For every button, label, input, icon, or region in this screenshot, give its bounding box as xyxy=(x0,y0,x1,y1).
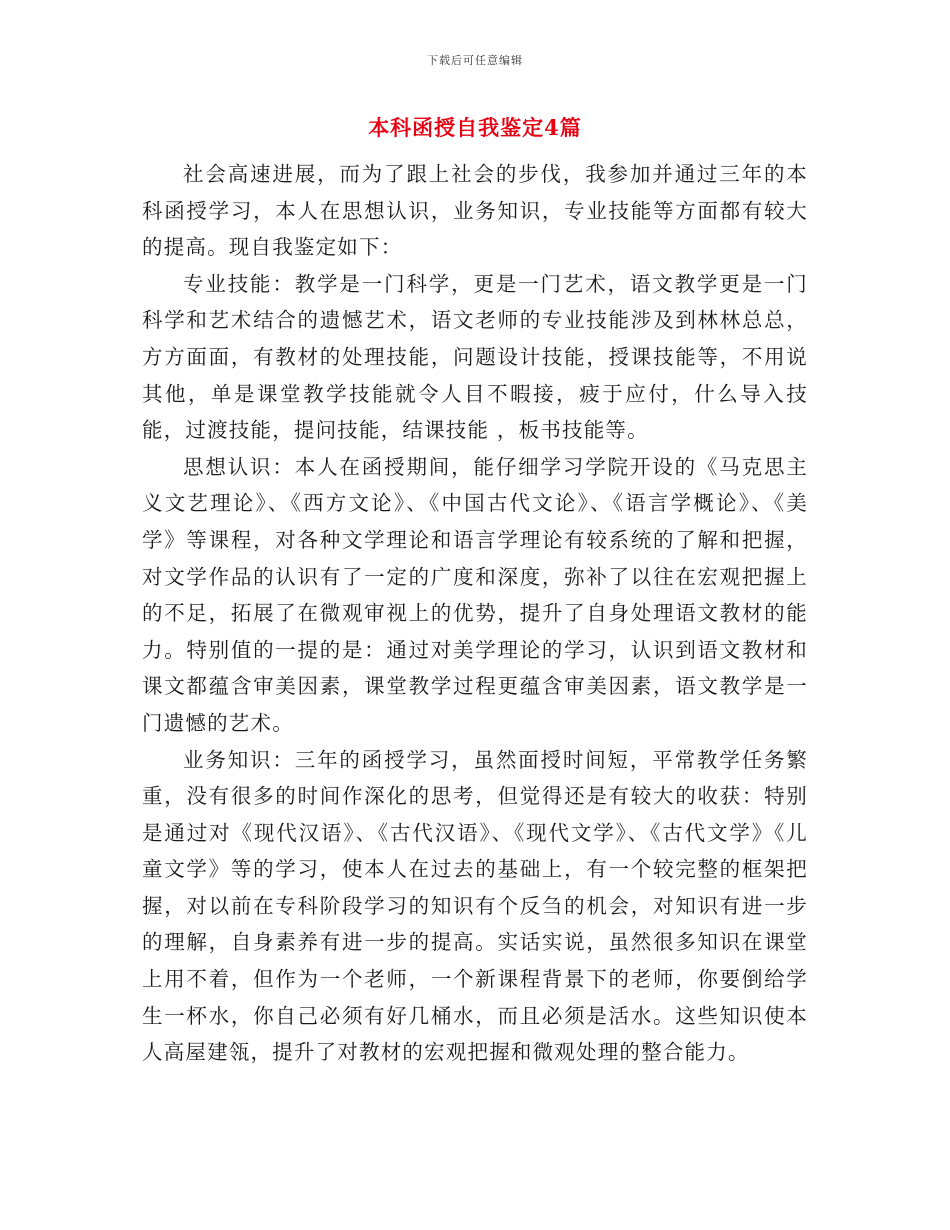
paragraph-ideological-understanding: 思想认识：本人在函授期间，能仔细学习学院开设的《马克思主义文艺理论》、《西方文论》、《中国古代文论》、《语言学概论》、《美学》等课程，对各种文学理论和语言学理论有较系统的了解和把握，对文学作品的认识有了一定的广度和深度，弥补了以往在宏观把握上的不足，拓展了在微观审视上的优势，提升了自身处理语文教材的能力。特别值的一提的是：通过对美学理论的学习，认识到语文教材和课文都蕴含审美因素，课堂教学过程更蕴含审美因素，语文教学是一门遗憾的艺术。 xyxy=(142,454,808,735)
paragraph-professional-skills: 专业技能：教学是一门科学，更是一门艺术，语文教学更是一门科学和艺术结合的遗憾艺术，语文老师的专业技能涉及到林林总总，方方面面，有教材的处理技能，问题设计技能，授课技能等，不用说其他，单是课堂教学技能就令人目不暇接，疲于应付，什么导入技能，过渡技能，提问技能，结课技能 ，板书技能等。 xyxy=(142,271,808,443)
header-note: 下载后可任意编辑 xyxy=(427,54,523,67)
document-title: 本科函授自我鉴定4篇 xyxy=(368,115,582,140)
paragraph-business-knowledge: 业务知识：三年的函授学习，虽然面授时间短，平常教学任务繁重，没有很多的时间作深化的思考，但觉得还是有较大的收获：特别是通过对《现代汉语》、《古代汉语》、《现代文学》、《古代文学》《儿童文学》等的学习，使本人在过去的基础上，有一个较完整的框架把握，对以前在专科阶段学习的知识有个反刍的机会，对知识有进一步的理解，自身素养有进一步的提高。实话实说，虽然很多知识在课堂上用不着，但作为一个老师，一个新课程背景下的老师，你要倒给学生一杯水，你自己必须有好几桶水，而且必须是活水。这些知识使本人高屋建瓴，提升了对教材的宏观把握和微观处理的整合能力。 xyxy=(142,747,808,1065)
document-body xyxy=(142,156,808,1071)
paragraph-intro: 社会高速进展，而为了跟上社会的步伐，我参加并通过三年的本科函授学习，本人在思想认识，业务知识，专业技能等方面都有较大的提高。现自我鉴定如下： xyxy=(142,162,808,260)
